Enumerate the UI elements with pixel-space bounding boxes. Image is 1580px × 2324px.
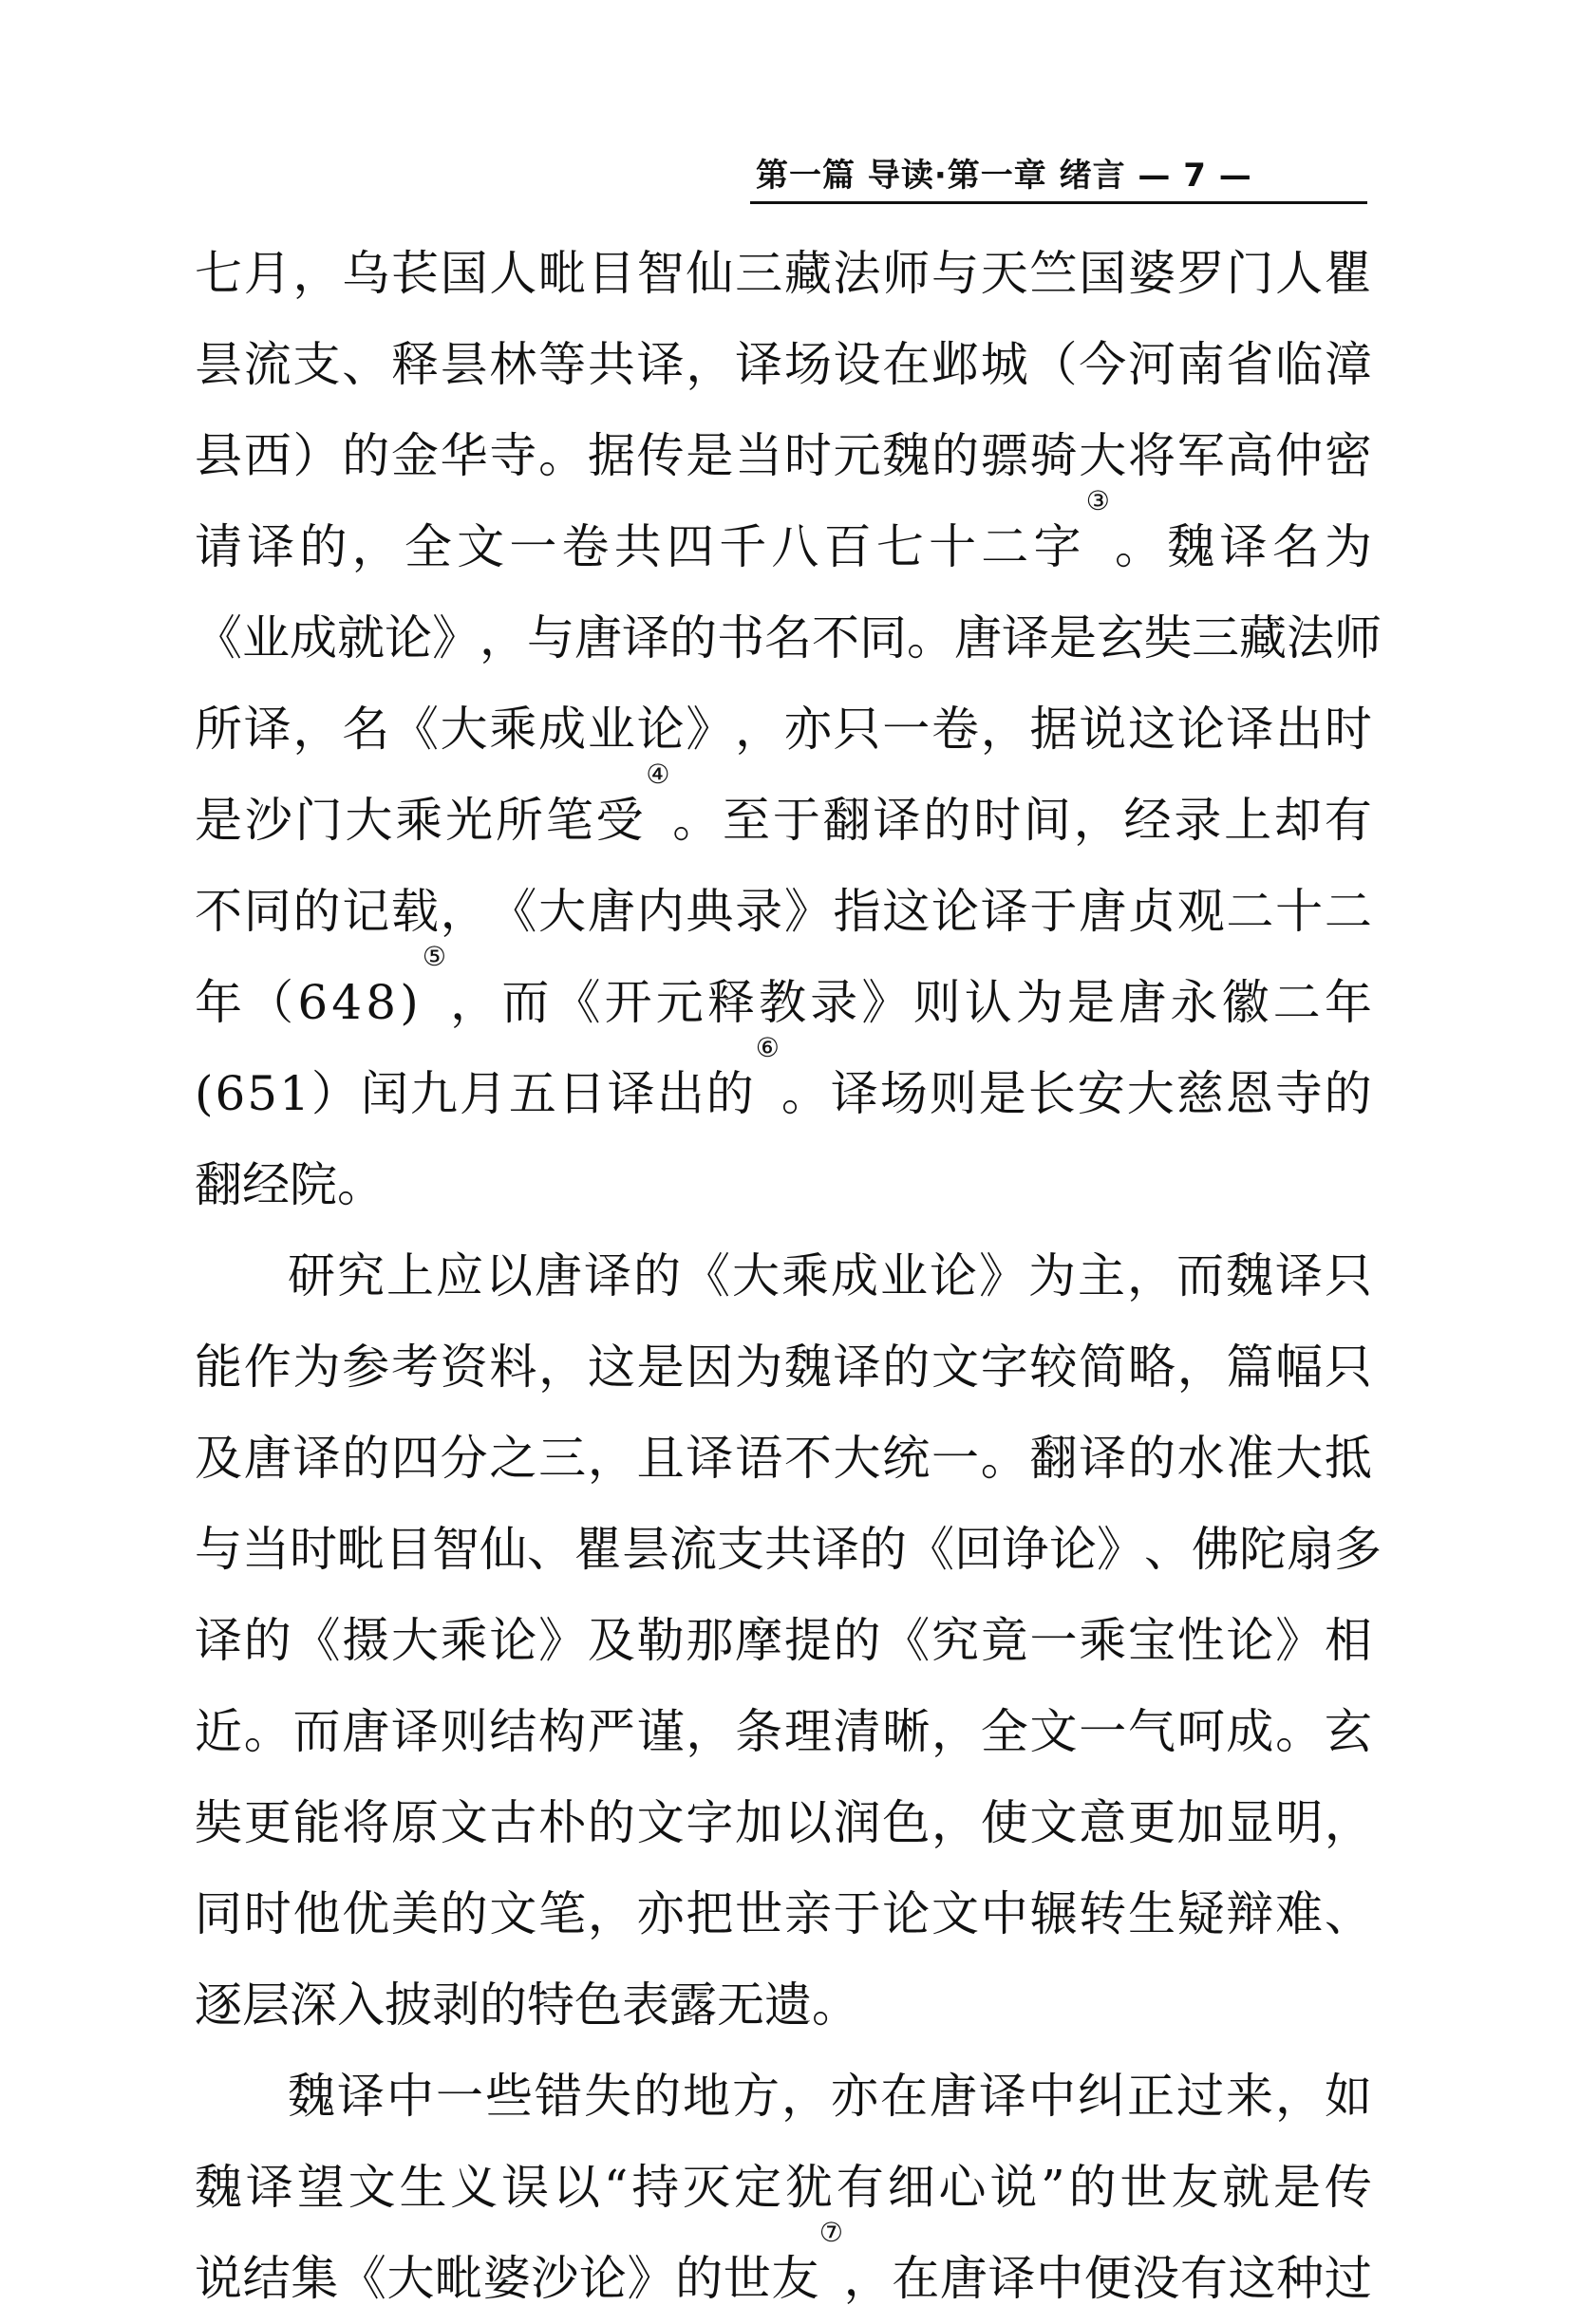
body-text xyxy=(195,228,1382,2324)
text-line: 七 月 ， 乌 苌 国 人 毗 目 智 仙 三 藏 法 师 与 天 竺 国 婆 罗 门 人 瞿 xyxy=(195,246,1372,301)
text-line: 昙 流 支 、 释 昙 林 等 共 译 ， 译 场 设 在 邺 城 （ 今 河 南 省 临 漳 xyxy=(195,337,1372,392)
text-line: 魏 译 中 一 些 错 失 的 地 方 ， 亦 在 唐 译 中 纠 正 过 来 ， 如 xyxy=(288,2069,1372,2124)
text-line: ( 6 5 1 ） 闰 九 月 五 日 译 出 的 ⑥ 。 译 场 则 是 长 安 大 慈 恩 寺 的 xyxy=(195,1032,1372,1121)
text-line: 魏 译 望 文 生 义 误 以 “ 持 灭 定 犹 有 细 心 说 ” 的 世 友 就 是 传 xyxy=(195,2160,1372,2215)
text-line: 逐 层 深 入 披 剥 的 特 色 表 露 无 遗 。 xyxy=(195,1977,859,2033)
running-header: 第一篇 导读·第一章 绪言 — 7 — xyxy=(756,157,1252,195)
text-line: 不 同 的 记 载 ， 《 大 唐 内 典 录 》 指 这 论 译 于 唐 贞 观 二 十 二 xyxy=(195,884,1372,939)
text-line: 是 沙 门 大 乘 光 所 笔 受 ④ 。 至 于 翻 译 的 时 间 ， 经 录 上 却 有 xyxy=(195,759,1372,848)
header-rule xyxy=(750,201,1367,204)
text-line: 《 业 成 就 论 》 ， 与 唐 译 的 书 名 不 同 。 唐 译 是 玄 奘 三 藏 法 师 xyxy=(195,610,1382,665)
text-line: 县 西 ） 的 金 华 寺 。 据 传 是 当 时 元 魏 的 骠 骑 大 将 军 高 仲 密 xyxy=(195,428,1372,483)
text-line: 近 。 而 唐 译 则 结 构 严 谨 ， 条 理 清 晰 ， 全 文 一 气 呵 成 。 玄 xyxy=(195,1704,1372,1759)
text-line: 所 译 ， 名 《 大 乘 成 业 论 》 ， 亦 只 一 卷 ， 据 说 这 论 译 出 时 xyxy=(195,702,1372,757)
text-line: 译 的 《 摄 大 乘 论 》 及 勒 那 摩 提 的 《 究 竟 一 乘 宝 性 论 》 相 xyxy=(195,1613,1372,1668)
text-line: 奘 更 能 将 原 文 古 朴 的 文 字 加 以 润 色 ， 使 文 意 更 加 显 明 ， xyxy=(195,1795,1372,1850)
text-line: 同 时 他 优 美 的 文 笔 ， 亦 把 世 亲 于 论 文 中 辗 转 生 疑 辩 难 、 xyxy=(195,1886,1372,1941)
text-line: 说 结 集 《 大 毗 婆 沙 论 》 的 世 友 ⑦ ， 在 唐 译 中 便 没 有 这 种 过 xyxy=(195,2217,1372,2306)
text-line: 能 作 为 参 考 资 料 ， 这 是 因 为 魏 译 的 文 字 较 简 略 ， 篇 幅 只 xyxy=(195,1340,1372,1395)
text-line: 研 究 上 应 以 唐 译 的 《 大 乘 成 业 论 》 为 主 ， 而 魏 译 只 xyxy=(288,1248,1372,1303)
text-line: 及 唐 译 的 四 分 之 三 ， 且 译 语 不 大 统 一 。 翻 译 的 水 准 大 抵 xyxy=(195,1431,1372,1486)
text-line: 翻 经 院 。 xyxy=(195,1157,385,1212)
text-line: 请 译 的 ， 全 文 一 卷 共 四 千 八 百 七 十 二 字 ③ 。 魏 译 名 为 xyxy=(195,485,1372,574)
text-line: 年 （ 6 4 8 ) ⑤ ， 而 《 开 元 释 教 录 》 则 认 为 是 唐 永 徽 二 年 xyxy=(195,941,1372,1030)
text-line: 与 当 时 毗 目 智 仙 、 瞿 昙 流 支 共 译 的 《 回 诤 论 》 、 佛 陀 扇 多 xyxy=(195,1522,1382,1577)
